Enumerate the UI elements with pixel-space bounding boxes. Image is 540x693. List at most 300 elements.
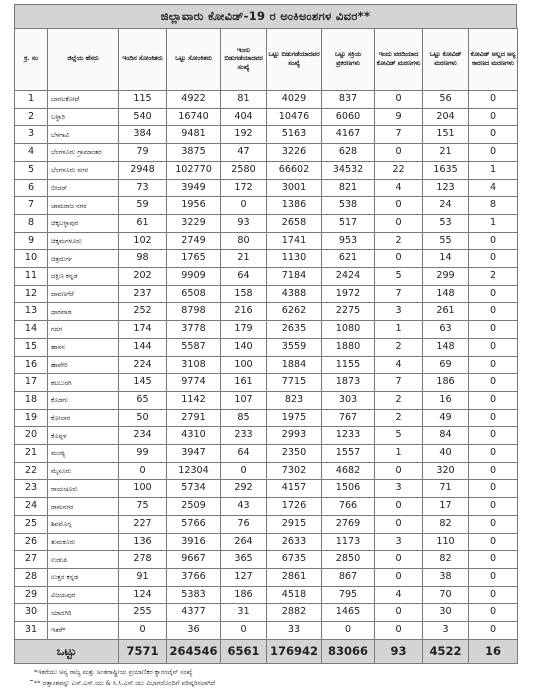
value-cell: 1233: [322, 427, 375, 445]
total-value-cell: 4522: [423, 639, 469, 663]
total-value-cell: 6561: [221, 639, 267, 663]
value-cell: 303: [322, 391, 375, 409]
value-cell: 64: [221, 268, 267, 286]
value-cell: 0: [469, 108, 518, 126]
value-cell: 49: [423, 409, 469, 427]
district-name-cell: ಚಿಕ್ಕಬಳ್ಳಾಪುರ: [48, 214, 119, 232]
value-cell: 71: [423, 480, 469, 498]
value-cell: 110: [423, 533, 469, 551]
value-cell: 7302: [267, 462, 322, 480]
value-cell: 2749: [167, 232, 221, 250]
value-cell: 1765: [167, 250, 221, 268]
value-cell: 148: [423, 338, 469, 356]
value-cell: 9909: [167, 268, 221, 286]
serial-number-cell: 4: [15, 144, 48, 162]
district-name-cell: ರಾಯಚೂರು: [48, 480, 119, 498]
table-row: [15, 391, 518, 409]
value-cell: 65: [119, 391, 167, 409]
serial-number-cell: 20: [15, 427, 48, 445]
column-header: ಇಂದಿನ ಸೋಂಕಿತರು: [119, 29, 167, 91]
value-cell: 12304: [167, 462, 221, 480]
value-cell: 237: [119, 285, 167, 303]
value-cell: 8798: [167, 303, 221, 321]
value-cell: 0: [469, 445, 518, 463]
district-name-cell: ಮಂಡ್ಯ: [48, 445, 119, 463]
value-cell: 2509: [167, 498, 221, 516]
district-name-cell: ರಾಮನಗರ: [48, 498, 119, 516]
value-cell: 31: [221, 604, 267, 622]
value-cell: 107: [221, 391, 267, 409]
serial-number-cell: 5: [15, 161, 48, 179]
value-cell: 2861: [267, 568, 322, 586]
value-cell: 320: [423, 462, 469, 480]
table-row: [15, 409, 518, 427]
value-cell: 3001: [267, 179, 322, 197]
value-cell: 3: [375, 480, 423, 498]
serial-number-cell: 23: [15, 480, 48, 498]
value-cell: 0: [375, 498, 423, 516]
value-cell: 4518: [267, 586, 322, 604]
value-cell: 6060: [322, 108, 375, 126]
table-row: [15, 462, 518, 480]
value-cell: 540: [119, 108, 167, 126]
value-cell: 0: [469, 144, 518, 162]
serial-number-cell: 6: [15, 179, 48, 197]
table-row: [15, 303, 518, 321]
value-cell: 0: [375, 515, 423, 533]
value-cell: 82: [423, 551, 469, 569]
value-cell: 5: [375, 427, 423, 445]
value-cell: 4682: [322, 462, 375, 480]
value-cell: 144: [119, 338, 167, 356]
value-cell: 66602: [267, 161, 322, 179]
value-cell: 2850: [322, 551, 375, 569]
value-cell: 0: [375, 91, 423, 109]
value-cell: 2791: [167, 409, 221, 427]
value-cell: 8: [469, 197, 518, 215]
district-name-cell: ಗದಗ: [48, 321, 119, 339]
value-cell: 766: [322, 498, 375, 516]
value-cell: 61: [119, 214, 167, 232]
value-cell: 4167: [322, 126, 375, 144]
value-cell: 79: [119, 144, 167, 162]
value-cell: 0: [469, 427, 518, 445]
value-cell: 73: [119, 179, 167, 197]
value-cell: 628: [322, 144, 375, 162]
district-name-cell: ಉತ್ತರ ಕನ್ನಡ: [48, 568, 119, 586]
value-cell: 36: [167, 622, 221, 640]
value-cell: 1972: [322, 285, 375, 303]
value-cell: 127: [221, 568, 267, 586]
serial-number-cell: 12: [15, 285, 48, 303]
district-name-cell: ಉಡುಪಿ: [48, 551, 119, 569]
value-cell: 186: [221, 586, 267, 604]
district-name-cell: ತುಮಕೂರು: [48, 533, 119, 551]
table-row: [15, 515, 518, 533]
value-cell: 3916: [167, 533, 221, 551]
value-cell: 1506: [322, 480, 375, 498]
value-cell: 1557: [322, 445, 375, 463]
value-cell: 2: [375, 338, 423, 356]
value-cell: 158: [221, 285, 267, 303]
column-header: ಇಂದು ವರದಿಯಾದ ಕೋವಿಡ್ ಮರಣಗಳು: [375, 29, 423, 91]
value-cell: 99: [119, 445, 167, 463]
value-cell: 538: [322, 197, 375, 215]
column-header: ಒಟ್ಟು ಬಿಡುಗಡೆಯಾದವರ ಸಂಖ್ಯೆ: [267, 29, 322, 91]
table-row: [15, 214, 518, 232]
value-cell: 3: [423, 622, 469, 640]
value-cell: 1975: [267, 409, 322, 427]
district-name-cell: ಕೊಪ್ಪಳ: [48, 427, 119, 445]
district-name-cell: ದಕ್ಷಿಣ ಕನ್ನಡ: [48, 268, 119, 286]
value-cell: 837: [322, 91, 375, 109]
value-cell: 59: [119, 197, 167, 215]
value-cell: 3559: [267, 338, 322, 356]
value-cell: 2658: [267, 214, 322, 232]
value-cell: 1741: [267, 232, 322, 250]
value-cell: 767: [322, 409, 375, 427]
value-cell: 3875: [167, 144, 221, 162]
table-row: [15, 108, 518, 126]
value-cell: 140: [221, 338, 267, 356]
district-name-cell: ಮೈಸೂರು: [48, 462, 119, 480]
value-cell: 0: [469, 338, 518, 356]
serial-number-cell: 3: [15, 126, 48, 144]
column-header: ಒಟ್ಟು ಸಕ್ರಿಯ ಪ್ರಕರಣಗಳು: [322, 29, 375, 91]
value-cell: 821: [322, 179, 375, 197]
district-name-cell: ವಿಜಯಪುರ: [48, 586, 119, 604]
value-cell: 93: [221, 214, 267, 232]
value-cell: 38: [423, 568, 469, 586]
value-cell: 2: [469, 268, 518, 286]
value-cell: 216: [221, 303, 267, 321]
value-cell: 261: [423, 303, 469, 321]
value-cell: 3947: [167, 445, 221, 463]
value-cell: 2424: [322, 268, 375, 286]
district-name-cell: ಯಾದಗಿರಿ: [48, 604, 119, 622]
value-cell: 2635: [267, 321, 322, 339]
value-cell: 0: [469, 462, 518, 480]
value-cell: 2350: [267, 445, 322, 463]
value-cell: 0: [469, 604, 518, 622]
serial-number-cell: 18: [15, 391, 48, 409]
value-cell: 5766: [167, 515, 221, 533]
value-cell: 0: [375, 622, 423, 640]
serial-number-cell: 30: [15, 604, 48, 622]
value-cell: 50: [119, 409, 167, 427]
value-cell: 5383: [167, 586, 221, 604]
value-cell: 867: [322, 568, 375, 586]
value-cell: 123: [423, 179, 469, 197]
value-cell: 4157: [267, 480, 322, 498]
value-cell: 227: [119, 515, 167, 533]
serial-number-cell: 19: [15, 409, 48, 427]
value-cell: 1884: [267, 356, 322, 374]
value-cell: 233: [221, 427, 267, 445]
district-name-cell: ಬಾಗಲಕೋಟೆ: [48, 91, 119, 109]
value-cell: 4: [469, 179, 518, 197]
value-cell: 9481: [167, 126, 221, 144]
value-cell: 9774: [167, 374, 221, 392]
value-cell: 3108: [167, 356, 221, 374]
value-cell: 33: [267, 622, 322, 640]
value-cell: 70: [423, 586, 469, 604]
value-cell: 9: [375, 108, 423, 126]
value-cell: 0: [469, 551, 518, 569]
value-cell: 17: [423, 498, 469, 516]
district-name-cell: ಚಾಮರಾಜ ನಗರ: [48, 197, 119, 215]
table-row: [15, 480, 518, 498]
serial-number-cell: 2: [15, 108, 48, 126]
serial-number-cell: 27: [15, 551, 48, 569]
serial-number-cell: 17: [15, 374, 48, 392]
table-row: [15, 551, 518, 569]
serial-number-cell: 13: [15, 303, 48, 321]
value-cell: 100: [119, 480, 167, 498]
serial-number-cell: 14: [15, 321, 48, 339]
value-cell: 5734: [167, 480, 221, 498]
value-cell: 2915: [267, 515, 322, 533]
serial-number-cell: 26: [15, 533, 48, 551]
district-name-cell: ಕೊಡಗು: [48, 391, 119, 409]
total-value-cell: 83066: [322, 639, 375, 663]
value-cell: 69: [423, 356, 469, 374]
value-cell: 0: [469, 356, 518, 374]
value-cell: 4029: [267, 91, 322, 109]
value-cell: 0: [119, 462, 167, 480]
table-row: [15, 338, 518, 356]
value-cell: 0: [469, 126, 518, 144]
value-cell: 0: [375, 250, 423, 268]
value-cell: 0: [375, 144, 423, 162]
value-cell: 3949: [167, 179, 221, 197]
district-name-cell: ಇತರೆ*: [48, 622, 119, 640]
table-row: [15, 126, 518, 144]
value-cell: 2: [375, 409, 423, 427]
value-cell: 2993: [267, 427, 322, 445]
value-cell: 63: [423, 321, 469, 339]
value-cell: 1130: [267, 250, 322, 268]
value-cell: 823: [267, 391, 322, 409]
value-cell: 7715: [267, 374, 322, 392]
column-header: ಒಟ್ಟು ಸೋಂಕಿತರು: [167, 29, 221, 91]
value-cell: 192: [221, 126, 267, 144]
value-cell: 76: [221, 515, 267, 533]
value-cell: 953: [322, 232, 375, 250]
value-cell: 1142: [167, 391, 221, 409]
value-cell: 2882: [267, 604, 322, 622]
value-cell: 0: [119, 622, 167, 640]
serial-number-cell: 1: [15, 91, 48, 109]
value-cell: 4388: [267, 285, 322, 303]
value-cell: 1635: [423, 161, 469, 179]
district-name-cell: ಬಳ್ಳಾರಿ: [48, 108, 119, 126]
table-row: [15, 161, 518, 179]
table-row: [15, 622, 518, 640]
value-cell: 1880: [322, 338, 375, 356]
value-cell: 16740: [167, 108, 221, 126]
district-name-cell: ಚಿಕ್ಕಮಗಳೂರು: [48, 232, 119, 250]
value-cell: 34532: [322, 161, 375, 179]
value-cell: 148: [423, 285, 469, 303]
value-cell: 0: [469, 586, 518, 604]
value-cell: 1873: [322, 374, 375, 392]
table-row: [15, 232, 518, 250]
value-cell: 3778: [167, 321, 221, 339]
value-cell: 0: [469, 391, 518, 409]
footnotes: [14, 667, 517, 690]
value-cell: 224: [119, 356, 167, 374]
value-cell: 1080: [322, 321, 375, 339]
value-cell: 0: [469, 480, 518, 498]
district-covid-table-sheet: [14, 4, 517, 690]
column-header: ಕ್ರ. ಸಂ: [15, 29, 48, 91]
value-cell: 102770: [167, 161, 221, 179]
value-cell: 0: [221, 197, 267, 215]
value-cell: 1956: [167, 197, 221, 215]
district-name-cell: ಶಿವಮೊಗ್ಗ: [48, 515, 119, 533]
value-cell: 21: [221, 250, 267, 268]
column-header: ಇಂದು ಬಿಡುಗಡೆಯಾದವರ ಸಂಖ್ಯೆ: [221, 29, 267, 91]
value-cell: 234: [119, 427, 167, 445]
value-cell: 4310: [167, 427, 221, 445]
value-cell: 4: [375, 586, 423, 604]
value-cell: 30: [423, 604, 469, 622]
district-name-cell: ಚಿತ್ರದುರ್ಗ: [48, 250, 119, 268]
value-cell: 151: [423, 126, 469, 144]
serial-number-cell: 7: [15, 197, 48, 215]
table-row: [15, 144, 518, 162]
table-row: [15, 179, 518, 197]
district-stats-table: [14, 28, 518, 664]
value-cell: 3226: [267, 144, 322, 162]
table-row: [15, 268, 518, 286]
table-title: ಜಿಲ್ಲಾವಾರು ಕೋವಿಡ್-19 ರ ಅಂಕಿಅಂಶಗಳ ವಿವರ**: [14, 4, 517, 28]
column-header: ಒಟ್ಟು ಕೋವಿಡ್ ಮರಣಗಳು: [423, 29, 469, 91]
value-cell: 91: [119, 568, 167, 586]
value-cell: 1: [469, 214, 518, 232]
value-cell: 161: [221, 374, 267, 392]
value-cell: 384: [119, 126, 167, 144]
value-cell: 204: [423, 108, 469, 126]
value-cell: 3766: [167, 568, 221, 586]
value-cell: 7: [375, 374, 423, 392]
table-row: [15, 427, 518, 445]
value-cell: 1386: [267, 197, 322, 215]
table-row: [15, 445, 518, 463]
district-name-cell: ಕೋಲಾರ: [48, 409, 119, 427]
district-name-cell: ಕಲಬುರಗಿ: [48, 374, 119, 392]
serial-number-cell: 8: [15, 214, 48, 232]
value-cell: 82: [423, 515, 469, 533]
value-cell: 7: [375, 126, 423, 144]
value-cell: 64: [221, 445, 267, 463]
total-value-cell: 176942: [267, 639, 322, 663]
value-cell: 0: [469, 91, 518, 109]
value-cell: 0: [322, 622, 375, 640]
serial-number-cell: 31: [15, 622, 48, 640]
value-cell: 55: [423, 232, 469, 250]
value-cell: 252: [119, 303, 167, 321]
value-cell: 3: [375, 303, 423, 321]
value-cell: 75: [119, 498, 167, 516]
value-cell: 2: [375, 232, 423, 250]
value-cell: 0: [469, 285, 518, 303]
table-row: [15, 356, 518, 374]
value-cell: 4922: [167, 91, 221, 109]
value-cell: 0: [469, 250, 518, 268]
value-cell: 186: [423, 374, 469, 392]
total-row: [15, 639, 518, 663]
value-cell: 202: [119, 268, 167, 286]
total-value-cell: 16: [469, 639, 518, 663]
value-cell: 0: [375, 568, 423, 586]
serial-number-cell: 15: [15, 338, 48, 356]
value-cell: 53: [423, 214, 469, 232]
value-cell: 2948: [119, 161, 167, 179]
district-name-cell: ಹಾವೇರಿ: [48, 356, 119, 374]
serial-number-cell: 25: [15, 515, 48, 533]
district-name-cell: ದಾವಣಗೆರೆ: [48, 285, 119, 303]
value-cell: 278: [119, 551, 167, 569]
value-cell: 14: [423, 250, 469, 268]
value-cell: 16: [423, 391, 469, 409]
value-cell: 4: [375, 179, 423, 197]
table-row: [15, 498, 518, 516]
value-cell: 0: [375, 214, 423, 232]
value-cell: 795: [322, 586, 375, 604]
serial-number-cell: 24: [15, 498, 48, 516]
value-cell: 0: [469, 622, 518, 640]
value-cell: 0: [469, 498, 518, 516]
serial-number-cell: 10: [15, 250, 48, 268]
value-cell: 292: [221, 480, 267, 498]
total-value-cell: 93: [375, 639, 423, 663]
value-cell: 6262: [267, 303, 322, 321]
table-row: [15, 197, 518, 215]
district-name-cell: ಧಾರವಾಡ: [48, 303, 119, 321]
stray-mark: [30, 680, 33, 681]
value-cell: 2633: [267, 533, 322, 551]
value-cell: 172: [221, 179, 267, 197]
value-cell: 22: [375, 161, 423, 179]
serial-number-cell: 22: [15, 462, 48, 480]
serial-number-cell: 16: [15, 356, 48, 374]
value-cell: 2: [375, 391, 423, 409]
value-cell: 1: [375, 445, 423, 463]
serial-number-cell: 9: [15, 232, 48, 250]
value-cell: 0: [469, 533, 518, 551]
value-cell: 4377: [167, 604, 221, 622]
table-row: [15, 586, 518, 604]
value-cell: 621: [322, 250, 375, 268]
value-cell: 255: [119, 604, 167, 622]
value-cell: 3229: [167, 214, 221, 232]
value-cell: 3: [375, 533, 423, 551]
serial-number-cell: 21: [15, 445, 48, 463]
value-cell: 100: [221, 356, 267, 374]
value-cell: 0: [375, 197, 423, 215]
table-row: [15, 374, 518, 392]
table-body: [15, 91, 518, 664]
value-cell: 174: [119, 321, 167, 339]
serial-number-cell: 28: [15, 568, 48, 586]
value-cell: 1: [469, 161, 518, 179]
value-cell: 102: [119, 232, 167, 250]
value-cell: 0: [221, 462, 267, 480]
value-cell: 56: [423, 91, 469, 109]
value-cell: 0: [375, 462, 423, 480]
